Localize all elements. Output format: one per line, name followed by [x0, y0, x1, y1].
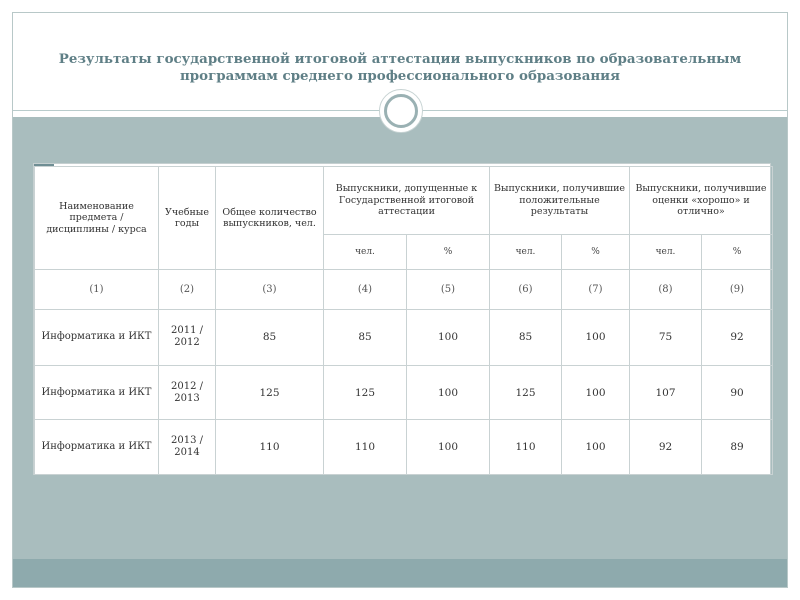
index-cell: (4): [324, 270, 407, 310]
table-row: [35, 420, 773, 475]
admitted-pct-cell: 100: [407, 365, 490, 420]
header-years: Учебные годы: [159, 167, 216, 270]
header-good: Выпускники, получившие оценки «хорошо» и отлично»: [630, 167, 773, 235]
subheader-people: чел.: [324, 234, 407, 269]
total-cell: 85: [216, 310, 324, 366]
years-cell: 2013 / 2014: [159, 420, 216, 475]
index-cell: (8): [630, 270, 702, 310]
subheader-percent: %: [562, 234, 630, 269]
total-cell: 110: [216, 420, 324, 475]
years-cell: 2012 / 2013: [159, 365, 216, 420]
positive-pct-cell: 100: [562, 365, 630, 420]
good-cell: 92: [630, 420, 702, 475]
header-row-1: [35, 167, 773, 235]
index-cell: (5): [407, 270, 490, 310]
index-cell: (7): [562, 270, 630, 310]
total-cell: 125: [216, 365, 324, 420]
good-cell: 75: [630, 310, 702, 366]
years-cell: 2011 / 2012: [159, 310, 216, 366]
good-pct-cell: 92: [702, 310, 773, 366]
slide: [12, 12, 788, 588]
circle-ornament-inner: [384, 94, 418, 128]
positive-pct-cell: 100: [562, 420, 630, 475]
admitted-cell: 110: [324, 420, 407, 475]
table-row: [35, 310, 773, 366]
circle-ornament-icon: [379, 89, 423, 133]
results-table: [34, 166, 773, 475]
index-cell: (9): [702, 270, 773, 310]
subheader-percent: %: [407, 234, 490, 269]
header-positive: Выпускники, получившие положительные результаты: [490, 167, 630, 235]
admitted-cell: 125: [324, 365, 407, 420]
subheader-people: чел.: [630, 234, 702, 269]
table-row: [35, 365, 773, 420]
index-cell: (2): [159, 270, 216, 310]
index-row: [35, 270, 773, 310]
slide-title: Результаты государственной итоговой аттестации выпускников по образовательным программам среднего профессионального образования: [58, 51, 742, 84]
subject-cell: Информатика и ИКТ: [35, 310, 159, 366]
positive-cell: 125: [490, 365, 562, 420]
positive-cell: 110: [490, 420, 562, 475]
subheader-percent: %: [702, 234, 773, 269]
subject-cell: Информатика и ИКТ: [35, 420, 159, 475]
subheader-people: чел.: [490, 234, 562, 269]
positive-cell: 85: [490, 310, 562, 366]
header-subject: Наименование предмета / дисциплины / курса: [35, 167, 159, 270]
admitted-cell: 85: [324, 310, 407, 366]
subject-cell: Информатика и ИКТ: [35, 365, 159, 420]
index-cell: (1): [35, 270, 159, 310]
good-pct-cell: 90: [702, 365, 773, 420]
good-cell: 107: [630, 365, 702, 420]
admitted-pct-cell: 100: [407, 420, 490, 475]
results-table-panel: [33, 163, 771, 475]
positive-pct-cell: 100: [562, 310, 630, 366]
admitted-pct-cell: 100: [407, 310, 490, 366]
header-admitted: Выпускники, допущенные к Государственной итоговой аттестации: [324, 167, 490, 235]
index-cell: (6): [490, 270, 562, 310]
header-total: Общее количество выпускников, чел.: [216, 167, 324, 270]
good-pct-cell: 89: [702, 420, 773, 475]
bottom-strip: [13, 559, 787, 587]
index-cell: (3): [216, 270, 324, 310]
